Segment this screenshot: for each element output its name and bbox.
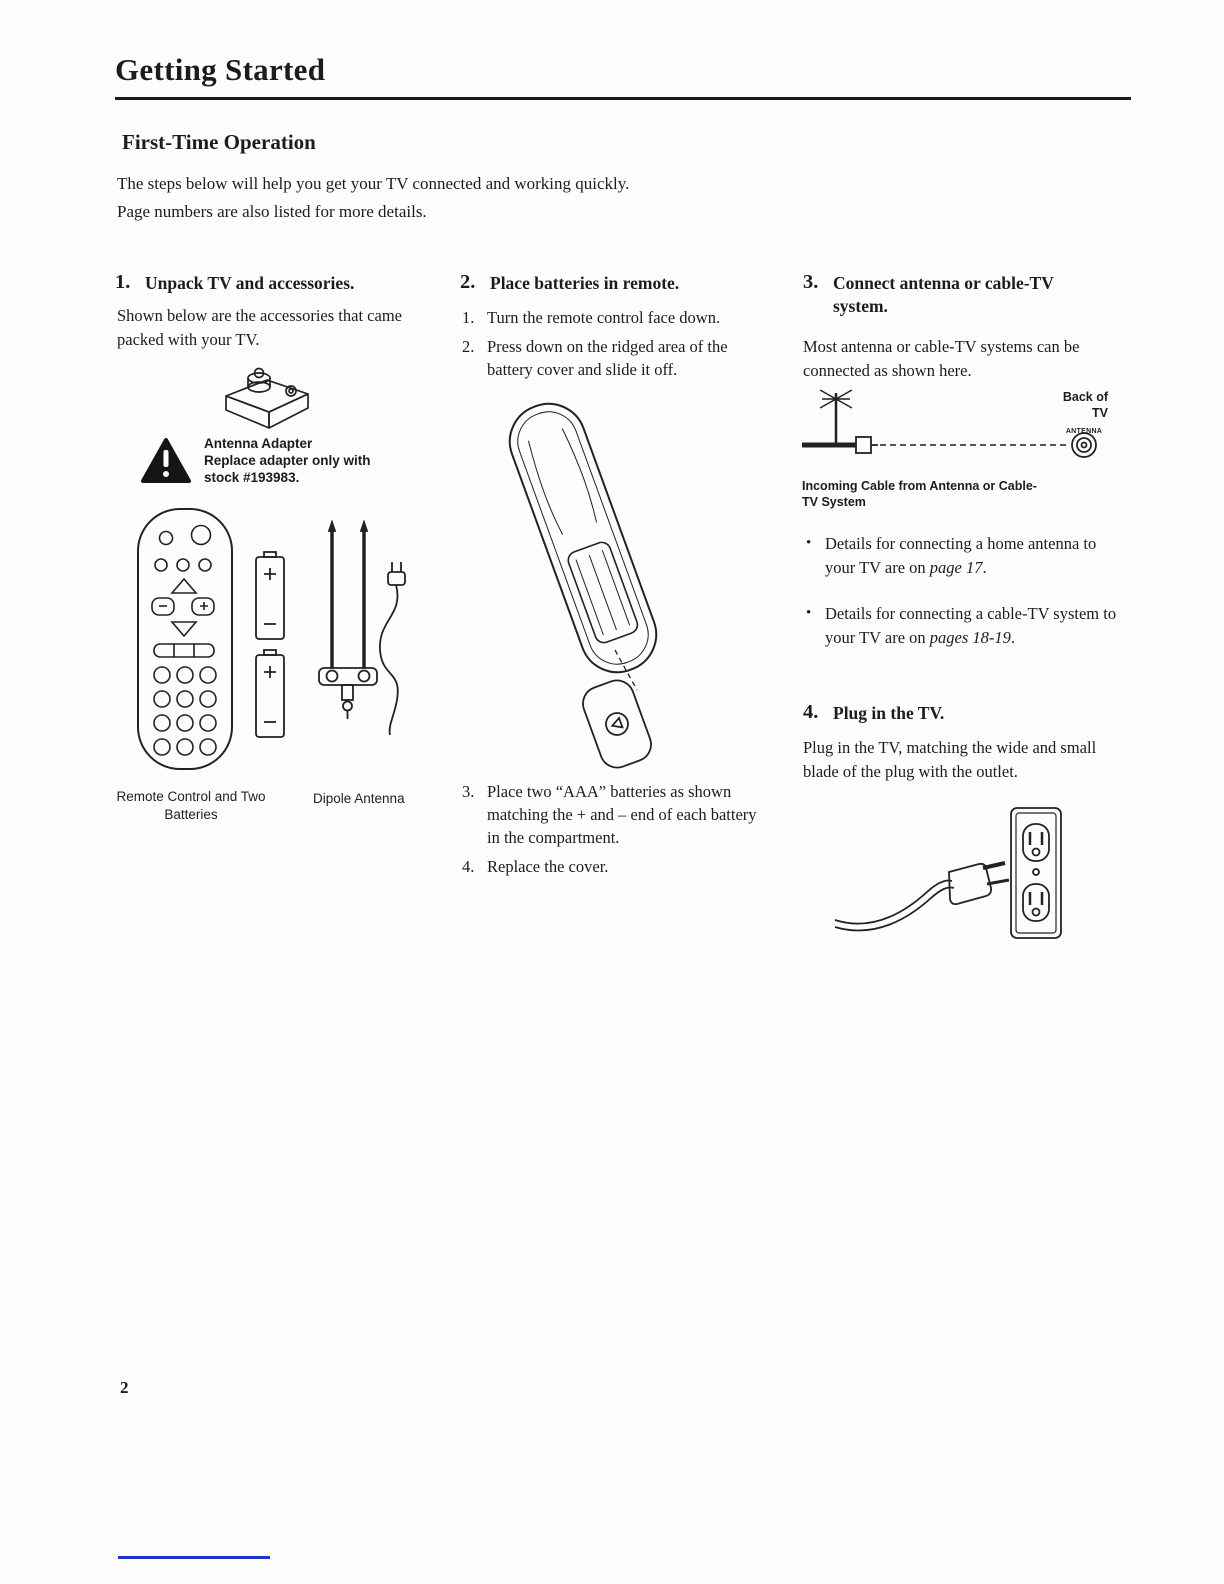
page-title: Getting Started [115,52,326,87]
list-item [462,855,774,878]
step3-heading-text: Connect antenna or cable-TV system. [833,273,1054,316]
bullet-text [825,532,1127,580]
step-number: 4. [462,857,475,877]
step4-number: 4. [803,701,819,723]
step2-number: 2. [460,271,476,293]
battery-steps-1-2 [462,306,774,387]
page-number: 2 [120,1378,129,1397]
step-text: Place two “AAA” batteries as shown matching the + and – end of each battery in the compartment. [487,782,757,848]
warning-icon [140,437,192,484]
step-text: Replace the cover. [487,857,609,877]
step1-heading-text: Unpack TV and accessories. [145,273,355,293]
warning-text [204,436,414,487]
step1-body: Shown below are the accessories that came packed with your TV. [117,306,402,349]
antenna-connection-diagram [800,383,1100,483]
incoming-cable-label: Incoming Cable from Antenna or Cable-TV System [802,479,1037,509]
caption-dipole: Dipole Antenna [313,791,405,806]
step3-body: Most antenna or cable-TV systems can be connected as shown here. [803,337,1080,380]
intro-paragraph [117,170,817,226]
intro-line-1: The steps below will help you get your TV connected and working quickly. [117,174,630,193]
step-text: Press down on the ridged area of the battery cover and slide it off. [487,337,728,380]
page-reference-bullets [806,532,1136,672]
list-item [462,780,774,849]
bullet-text-post: . [982,557,987,577]
bullet-text-pre: Details for connecting a home antenna to your TV are on [825,534,1097,577]
warning-line-2: Replace adapter only with [204,452,371,468]
warning-line-1: Antenna Adapter [204,436,313,451]
list-item [462,306,774,329]
remote-control-illustration [128,505,246,777]
list-item [462,335,774,381]
step3-number: 3. [803,271,819,293]
bullet-marker: • [806,535,812,551]
bullet-marker: • [806,604,812,621]
step4-body: Plug in the TV, matching the wide and small blade of the plug with the outlet. [803,738,1097,781]
bullet-text [825,602,1127,650]
section-title: First-Time Operation [122,130,316,154]
bullet-home-antenna [806,532,1136,580]
step-text: Turn the remote control face down. [487,308,721,327]
step4-heading-text: Plug in the TV. [833,703,945,723]
caption-remote: Remote Control and Two Batteries [116,789,266,822]
antenna-port-label: ANTENNA [1065,428,1103,435]
step-number: 3. [462,782,475,801]
step3-heading [803,272,1075,318]
bullet-cable-tv [806,602,1136,650]
antenna-adapter-illustration [212,358,322,438]
plug-outlet-illustration [833,800,1063,965]
step4-heading [803,702,1103,725]
back-of-tv-label: Back of TV [1062,390,1108,420]
warning-line-3: stock #193983. [204,469,300,485]
header-rule [115,97,1131,100]
page-reference: pages 18-19 [929,627,1011,647]
step1-number: 1. [115,271,131,293]
scan-artifact-line [118,1556,270,1559]
battery-steps-3-4 [462,780,774,884]
step2-heading [460,272,780,295]
intro-line-2: Page numbers are also listed for more details. [117,202,427,222]
step-number: 1. [462,308,475,327]
dipole-antenna-illustration [300,520,425,745]
step-number: 2. [462,337,475,357]
batteries-illustration [250,550,290,742]
bullet-text-pre: Details for connecting a cable-TV system to your TV are on [825,603,1117,647]
step1-heading [115,272,425,295]
remote-back-illustration [465,388,705,778]
step2-heading-text: Place batteries in remote. [490,273,680,293]
page-reference: page 17 [929,557,983,577]
bullet-text-post: . [1010,627,1016,647]
